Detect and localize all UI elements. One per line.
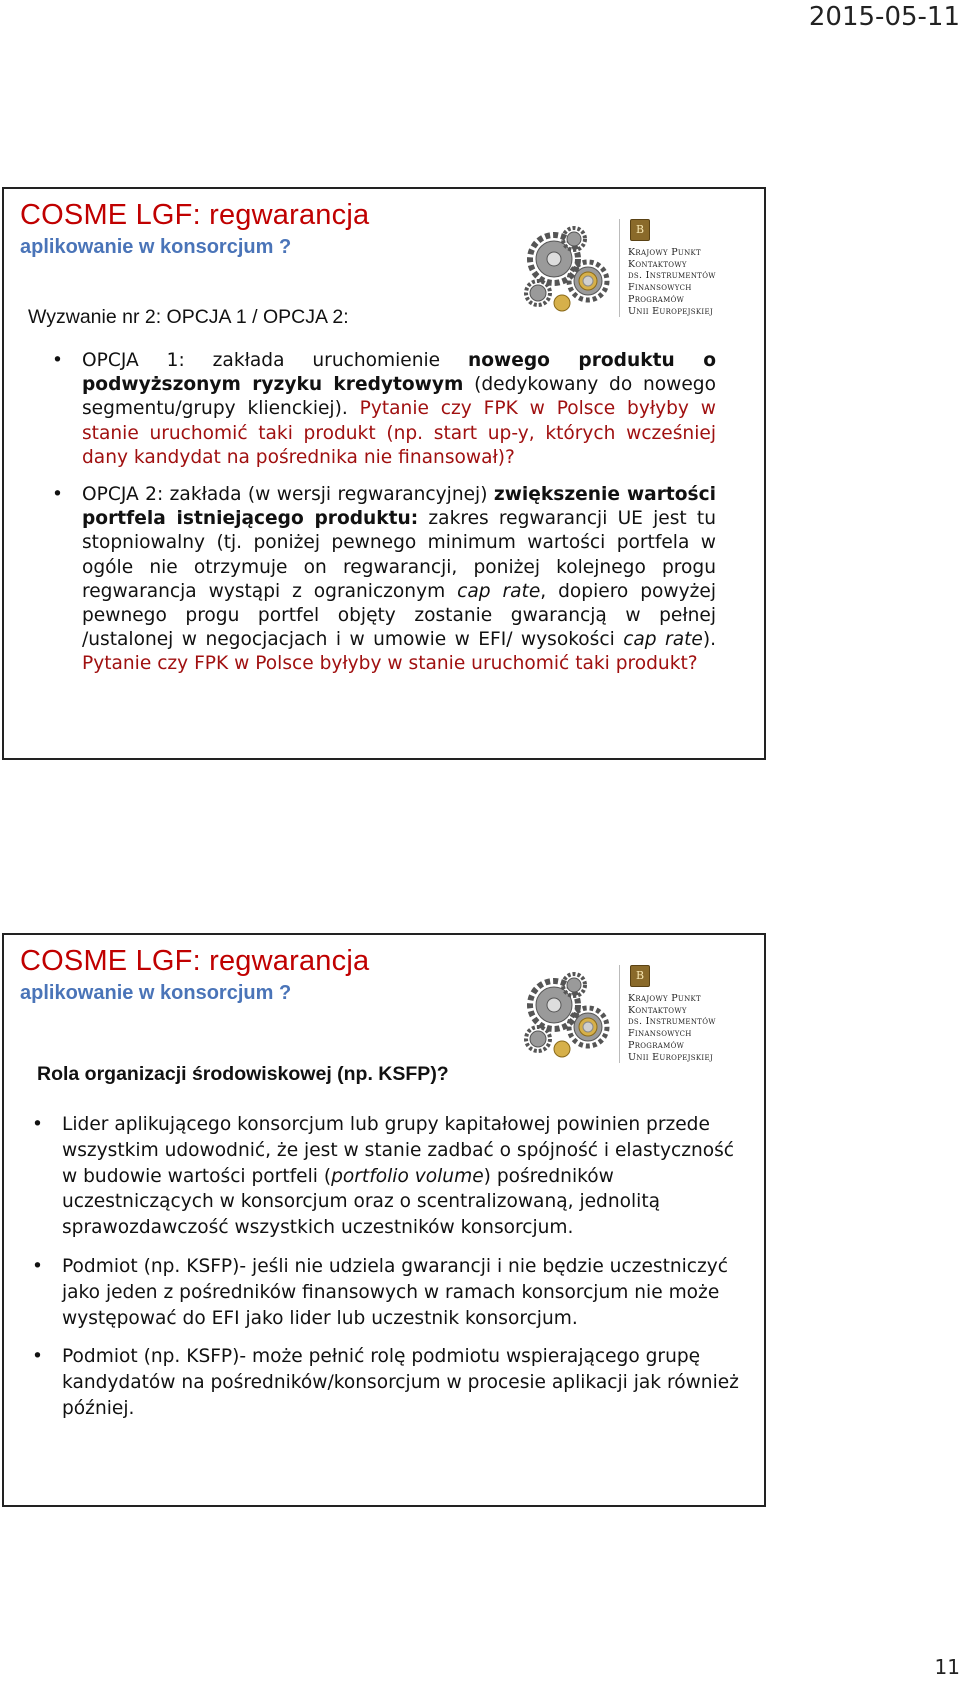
org-line: Finansowych (628, 1028, 692, 1040)
section-heading: Rola organizacji środowiskowej (np. KSFP)? (37, 1063, 449, 1085)
slide-1 (2, 187, 766, 760)
bullet-text: ). (702, 629, 716, 651)
org-line: Kontaktowy (628, 1004, 687, 1016)
bullet-text: zakres regwarancji UE jest tu stopniowalny (tj. poniżej pewnego minimum wartości portfela w ogóle nie otrzymuje on regwarancji, poniżej kolejnego progu regwarancja wystąpi z ograniczonym (82, 508, 717, 602)
bullet-text: Lider aplikującego konsorcjum lub grupy kapitałowej powinien przede wszystkim udowodnić, że jest w stanie zadbać o spójność i elastyczność w budowie wartości portfeli ( (62, 1114, 735, 1187)
org-line: Finansowych (628, 282, 692, 294)
bullet-bold-text: nowego produktu o podwyższonym ryzyku kredytowym (82, 350, 716, 396)
org-line: Programów (628, 293, 685, 305)
org-line: Kontaktowy (628, 258, 687, 270)
bullet-item (62, 1112, 742, 1241)
slide-subtitle: aplikowanie w konsorcjum ? (20, 982, 292, 1004)
logo-divider (619, 219, 620, 317)
bullet-item: • Podmiot (np. KSFP)- może pełnić rolę podmiotu wspierającego grupę kandydatów na pośredników/konsorcjum w procesie aplikacji jak również później. (62, 1344, 742, 1421)
slide-subtitle: aplikowanie w konsorcjum ? (20, 236, 292, 258)
org-name (628, 993, 716, 1063)
bullet-list (62, 1112, 742, 1435)
emblem-icon: B (630, 219, 650, 241)
bullet-item: • Podmiot (np. KSFP)- jeśli nie udziela gwarancji i nie będzie uczestniczyć jako jeden z pośredników finansowych w ramach konsorcjum nie może występować do EFI jako lider lub uczestnik konsorcjum. (62, 1254, 742, 1331)
bullet-item (82, 483, 716, 677)
bullet-text: , dopiero powyżej pewnego progu portfel objęty zostanie gwarancją w pełnej /ustalonej w negocjacjach i w umowie w EFI/ wysokości (82, 580, 716, 651)
bullet-item (82, 349, 716, 470)
slide-title: COSME LGF: regwarancja (20, 199, 370, 231)
page-date: 2015-05-11 (808, 2, 960, 32)
org-line: ds. Instrumentów (628, 1016, 716, 1028)
gears-icon (516, 219, 616, 319)
kpk-logo (516, 219, 726, 319)
bullet-text: (dedykowany do nowego segmentu/grupy klienckiej). (82, 374, 716, 420)
bullet-question: Pytanie czy FPK w Polsce byłyby w stanie uruchomić taki produkt? (82, 653, 698, 675)
org-line: Krajowy Punkt (628, 247, 702, 258)
org-line: Krajowy Punkt (628, 993, 702, 1004)
logo-divider (619, 965, 620, 1063)
slide-title: COSME LGF: regwarancja (20, 945, 370, 977)
org-line: ds. Instrumentów (628, 270, 716, 282)
bullet-italic-text: cap rate (623, 629, 703, 651)
bullet-text: OPCJA 2: zakłada (w wersji regwarancyjnej) (82, 484, 494, 506)
emblem-icon: B (630, 965, 650, 987)
gears-icon (516, 965, 616, 1065)
section-heading: Wyzwanie nr 2: OPCJA 1 / OPCJA 2: (28, 306, 349, 328)
bullet-text: OPCJA 1: zakłada uruchomienie (82, 350, 469, 371)
bullet-bold-text: zwiększenie wartości portfela istniejącego produktu: (82, 484, 716, 530)
org-line: Unii Europejskiej (628, 305, 713, 317)
page-number: 11 (934, 1655, 960, 1679)
org-line: Programów (628, 1039, 685, 1051)
slide-2 (2, 933, 766, 1507)
bullet-italic-text: portfolio volume (331, 1165, 484, 1187)
bullet-text: ) pośredników uczestniczących w konsorcjum oraz o scentralizowaną, jednolitą sprawozdawczość wszystkich uczestników konsorcjum. (62, 1165, 661, 1239)
kpk-logo (516, 965, 726, 1065)
bullet-list (82, 349, 716, 690)
org-line: Unii Europejskiej (628, 1051, 713, 1063)
bullet-italic-text: cap rate (457, 580, 541, 602)
org-name (628, 247, 716, 317)
bullet-question: Pytanie czy FPK w Polsce byłyby w stanie uruchomić taki produkt (np. start up-y, których wcześniej dany kandydat na pośrednika nie finansował)? (82, 398, 716, 468)
